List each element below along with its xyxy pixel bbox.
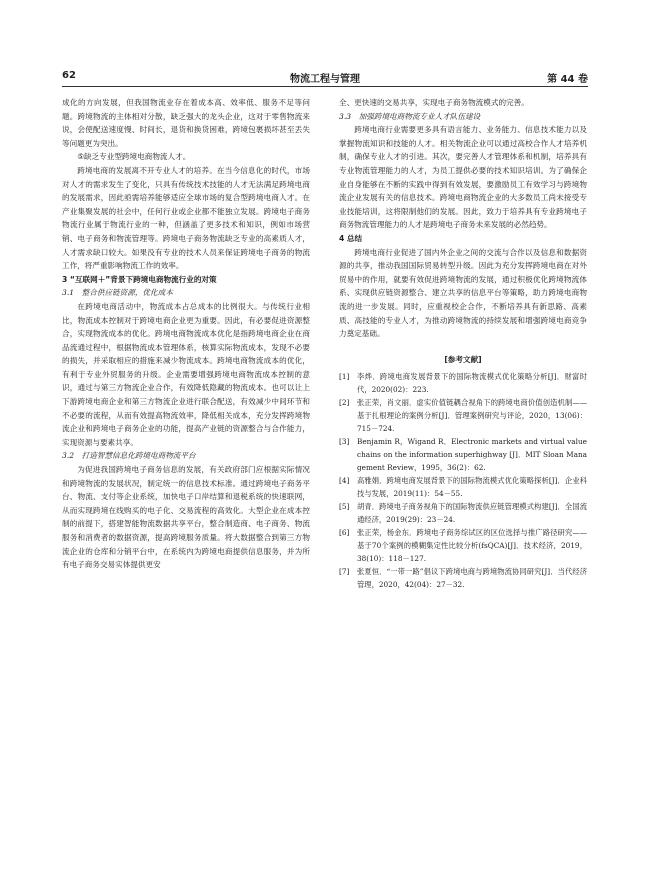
paragraph: 跨境电商行业需要更多具有语言能力、业务能力、信息技术能力以及掌握物流知识和技能的人才。相关物流企业可以通过高校合作人才培养机制，确保专业人才的引进。其次，要完善人才管理体系和机制，培养具有专业物流管理能力的人才，为员工提供必要的技术知识培训。为了确保企业自身能够在不断的实践中得到有效发展，要激励员工有效学习与跨境物流企业发展有关的信息技术。跨境电商物流企业的大多数员工尚未接受专业技能培训，这将限制他们的发展。因此，致力于培养具有专业跨境电子商务物流管理能力的人才是跨境电子商务未来发展的必然趋势。: [339, 125, 587, 230]
paragraph: 成化的方向发展，但我国物流业存在着成本高、效率低、服务不足等问题。跨境物流的主体相对分散，缺乏强大的龙头企业，这对于零售物流来说，会使配送速度慢、时间长，退货和换货困难，跨境包裹损坏甚至丢失等问题更为突出。: [62, 98, 310, 148]
section-heading: 4 总结: [339, 233, 363, 243]
reference-text: 胡青．跨境电子商务视角下的国际物流供应链管理模式构建[J]．全国流通经济，2019(29)：23－24.: [357, 502, 587, 525]
paragraph: ⑤缺乏专业型跨境电商物流人才。: [77, 152, 191, 162]
reference-list: [339, 370, 587, 591]
reference-item: [339, 370, 587, 396]
section-heading: 3 “互联网＋”背景下跨境电商物流行业的对策: [62, 274, 217, 284]
reference-text: 张夏恒．“一带一路”倡议下跨境电商与跨境物流协同研究[J]．当代经济管理，2020，42(04)：27－32.: [357, 567, 587, 590]
paragraph: 为促进我国跨境电子商务信息的发展，有关政府部门应根据实际情况和跨境物流的发展状况，制定统一的信息技术标准。通过跨境电子商务平台、物流、支付等企业系统，加快电子口岸结算和退税系统的快速联网，从而实现跨境在线购买的电子化、交易流程的高效化。大型企业在成本控制的前提下，搭建智能物流数据共享平台，整合制造商、电子商务、物流服务和消费者的数据资源，提高跨境服务质量。将大数据整合到第三方物流企业的仓库和分销平台中，在系统内为跨境电商提供信息服务，并为所有电子商务交易实体提供更安: [62, 465, 310, 570]
reference-text: 张正荣，杨金东．跨境电子商务综试区的区位选择与推广路径研究——基于70个案例的模糊集定性比较分析(fsQCA)[J]．技术经济，2019，38(10)：118－127.: [357, 528, 587, 564]
reference-text: 高雅娟．跨境电商发展背景下的国际物流模式优化策略探析[J]．企业科技与发展，2019(11)：54－55.: [357, 476, 587, 499]
reference-text: Benjamin R，Wigand R．Electronic markets and virtual value chains on the information superhighway [J]．MIT Sloan Management Review，1995，36(2)：62.: [357, 437, 587, 473]
paragraph: 在跨境电商活动中，物流成本占总成本的比例很大。与传统行业相比，物流成本控制对于跨境电商企业更为重要。因此，有必要促进资源整合，实现物流成本的优化。跨境电商物流成本优化是指跨境电商企业在商品流通过程中，根据物流成本管理体系，核算实际物流成本，发现不必要的损失，并采取相应的措施来减少物流成本。跨境电商物流成本的优化，有利于专业外贸服务的升级。企业需要增强跨境电商物流成本控制的意识，通过与第三方物流企业合作，有效降低隐藏的物流成本。也可以让上下游跨境电商企业和第三方物流企业进行联合配送，有效减少中间环节和不必要的流程，从而有效提高物流效率，降低相关成本，充分发挥跨境物流企业和跨境电子商务企业的功能，提高产业链的资源整合与合作能力，实现资源与要素共享。: [62, 301, 310, 447]
reference-number: [1]: [339, 372, 350, 382]
reference-text: 张正荣，肖文丽．虚实价值链耦合视角下的跨境电商价值创造机制——基于扎根理论的案例分析[J]．管理案例研究与评论，2020，13(06)：715－724.: [357, 398, 587, 434]
reference-number: [4]: [339, 476, 350, 486]
paragraph: 跨境电商的发展离不开专业人才的培养。在当今信息化的时代，市场对人才的需求发生了变化，只具有传统技术技能的人才无法满足跨境电商的发展需求，因此亟需培养能够适应全球市场的复合型跨境电商人才。在产业集聚发展的社会中，任何行业或企业都不能独立发展。跨境电子商务物流行业属于物流行业的一种，但涵盖了更多技术和知识，例如市场营销、电子商务和物流管理等。跨境电子商务物流缺乏专业的高素质人才，人才需求缺口较大。如果没有专业的技术人员来保证跨境电子商务的物流工作，将严重影响物流工作的效率。: [62, 165, 310, 271]
subsection-heading: 3.2 打造智慧信息化跨境电商物流平台: [62, 451, 196, 461]
reference-item: [339, 565, 587, 591]
right-column: [339, 96, 587, 591]
reference-number: [7]: [339, 567, 350, 577]
reference-number: [6]: [339, 528, 350, 538]
reference-number: [2]: [339, 398, 350, 408]
paragraph: 全、更快速的交易共享，实现电子商务物流模式的完善。: [339, 98, 529, 107]
reference-item: [339, 500, 587, 526]
left-column: [62, 96, 310, 572]
reference-text: 李烨．跨境电商发展背景下的国际物流模式优化策略分析[J]．财富时代，2020(02)：223.: [357, 372, 587, 395]
volume-label: 第 44 卷: [547, 74, 588, 85]
reference-number: [5]: [339, 502, 350, 512]
page-number: 62: [62, 70, 76, 81]
paragraph: 跨境电商行业促进了国内外企业之间的交流与合作以及信息和数据资源的共享，推动我国国际贸易转型升级。因此为充分发挥跨境电商在对外贸易中的作用，就要有效促进跨境物流的发展，通过积极优化跨境物流体系、实现供应链资源整合、建立共享的信息平台等策略，助力跨境电商物流的进一步发展。同时，应重视校企合作，不断培养具有新思路、高素质、高技能的专业人才，为推动跨境物流的持续发展和增强跨境电商竞争力奠定基础。: [339, 247, 587, 339]
reference-item: [339, 474, 587, 500]
reference-item: [339, 526, 587, 565]
subsection-heading: 3.3 加强跨境电商物流专业人才队伍建设: [339, 111, 481, 121]
reference-item: [339, 396, 587, 435]
reference-item: [339, 435, 587, 474]
subsection-heading: 3.1 整合供应链资源，优化成本: [62, 288, 173, 298]
page-header: [62, 70, 588, 84]
reference-number: [3]: [339, 437, 350, 447]
journal-title: 物流工程与管理: [290, 74, 360, 85]
header-rule: [62, 86, 588, 87]
references-title: [参考文献]: [444, 354, 482, 364]
